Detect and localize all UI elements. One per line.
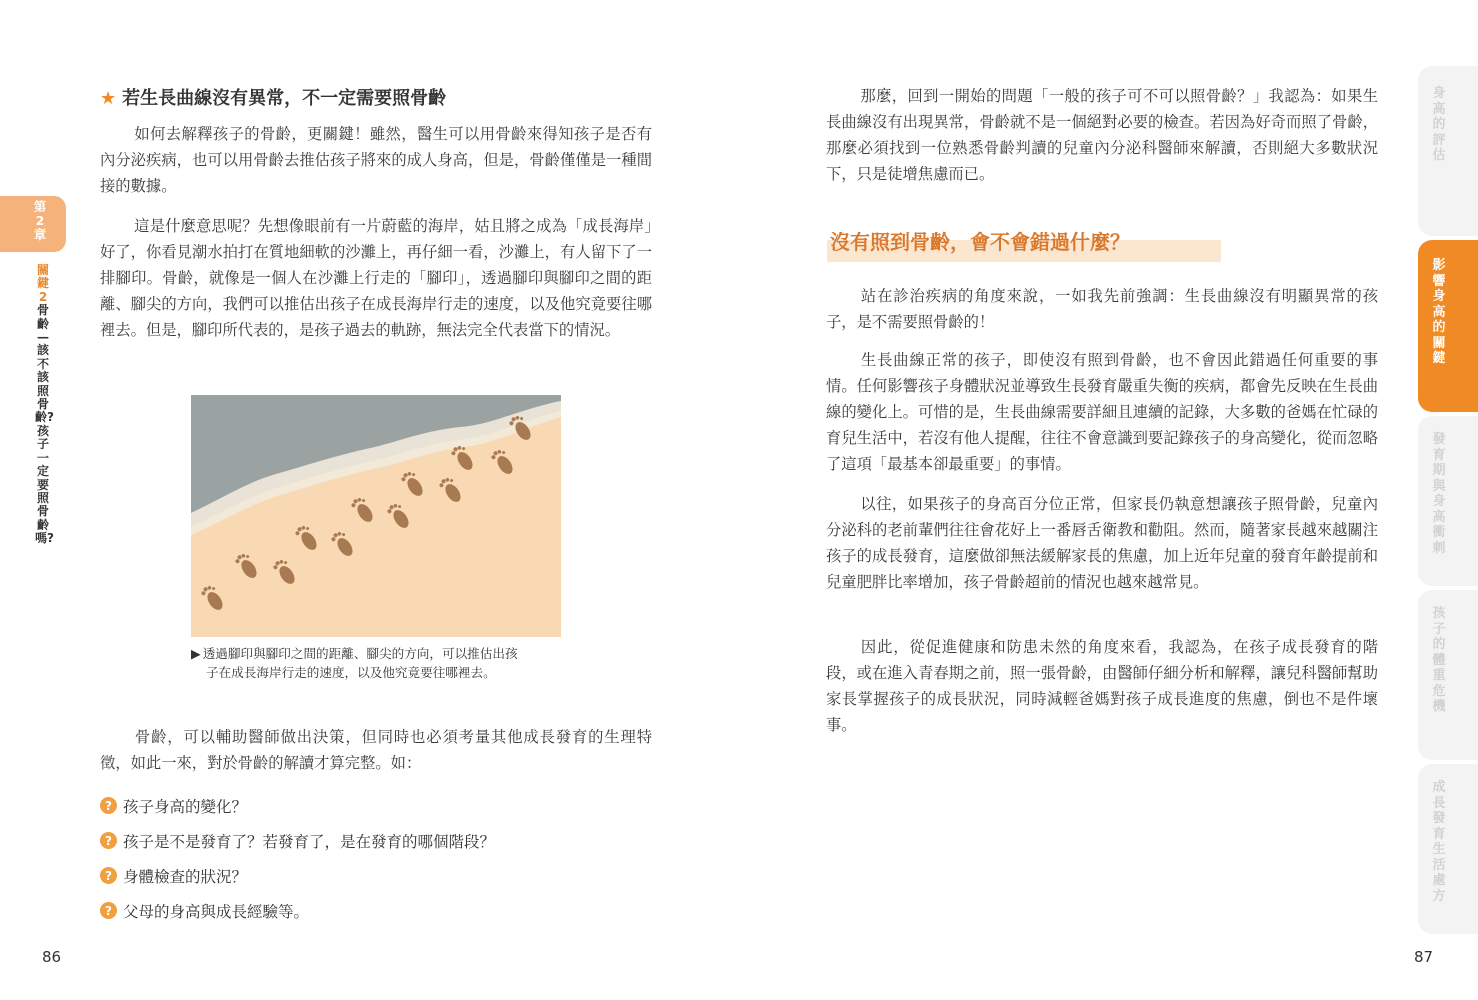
caption-line-1: 透過腳印與腳印之間的距離、腳尖的方向，可以推估出孩 <box>202 646 518 661</box>
tab-lifestyle-prescription[interactable] <box>1418 764 1478 934</box>
caption-line-2: 子在成長海岸行走的速度，以及他究竟要往哪裡去。 <box>206 665 496 680</box>
tab-weight-crisis-label: 孩子的體重危機 <box>1432 606 1446 714</box>
question-icon: ? <box>100 832 117 849</box>
right-paragraph-3 <box>826 347 1378 477</box>
left-paragraph-3-text: 骨齡，可以輔助醫師做出決策，但同時也必須考量其他成長發育的生理特徵，如此一來，對於骨齡的解讀才算完整。如： <box>100 728 652 772</box>
left-paragraph-1-text: 如何去解釋孩子的骨齡，更關鍵！雖然，醫生可以用骨齡來得知孩子是否有內分泌疾病，也可以用骨齡去推估孩子將來的成人身高，但是，骨齡僅僅是一種間接的數據。 <box>100 125 652 195</box>
star-icon: ★ <box>100 88 117 109</box>
tab-puberty-growth[interactable] <box>1418 416 1478 586</box>
right-paragraph-5-text: 因此，從促進健康和防患未然的角度來看，我認為，在孩子成長發育的階段，或在進入青春期之前，照一張骨齡，由醫師仔細分析和解釋，讓兒科醫師幫助家長掌握孩子的成長狀況，同時減輕爸媽對孩子成長進度的焦慮，倒也不是件壞事。 <box>826 638 1378 734</box>
question-icon: ? <box>100 797 117 814</box>
right-paragraph-1 <box>826 83 1378 187</box>
question-icon: ? <box>100 867 117 884</box>
tab-height-assessment-label: 身高的評估 <box>1432 86 1446 163</box>
tab-height-factors[interactable] <box>1418 240 1478 412</box>
right-paragraph-2-text: 站在診治疾病的角度來說，一如我先前強調：生長曲線沒有明顯異常的孩子，是不需要照骨齡的！ <box>826 287 1378 331</box>
right-paragraph-3-text: 生長曲線正常的孩子，即使沒有照到骨齡，也不會因此錯過任何重要的事情。任何影響孩子身體狀況並導致生長發育嚴重失衡的疾病，都會先反映在生長曲線的變化上。可惜的是，生長曲線需要詳細且連續的記錄，大多數的爸媽在忙碌的育兒生活中，若沒有他人提醒，往往不會意識到要記錄孩子的身高變化，從而忽略了這項「最基本卻最重要」的事情。 <box>826 351 1378 473</box>
chapter-tab-label: 第2章 <box>33 199 47 242</box>
section-heading: 沒有照到骨齡，會不會錯過什麼？ <box>830 230 1130 254</box>
list-item-text: 孩子身高的變化？ <box>123 797 248 816</box>
page-number-right: 87 <box>1414 948 1434 966</box>
list-item-text: 父母的身高與成長經驗等。 <box>123 902 310 921</box>
right-paragraph-1-text: 那麼，回到一開始的問題「一般的孩子可不可以照骨齡？」我認為：如果生長曲線沒有出現異常，骨齡就不是一個絕對必要的檢查。若因為好奇而照了骨齡，那麼必須找到一位熟悉骨齡判讀的兒童內分泌科醫師來解讀，否則絕大多數狀況下，只是徒增焦慮而已。 <box>826 87 1378 183</box>
right-paragraph-4-text: 以往，如果孩子的身高百分位正常，但家長仍執意想讓孩子照骨齡，兒童內分泌科的老前輩們往往會花好上一番唇舌衛教和勸阻。然而，隨著家長越來越關注孩子的成長發育，這麼做卻無法緩解家長的焦慮，加上近年兒童的發育年齡提前和兒童肥胖比率增加，孩子骨齡超前的情況也越來越常見。 <box>826 495 1378 591</box>
list-item-text: 身體檢查的狀況？ <box>123 867 248 886</box>
tab-height-assessment[interactable] <box>1418 66 1478 236</box>
tab-weight-crisis[interactable] <box>1418 590 1478 760</box>
running-title-key: 關鍵2 <box>36 263 49 304</box>
running-title-text: 骨齡—該不該照骨齡?孩子一定要照骨齡嗎? <box>35 303 54 546</box>
tab-height-factors-label: 影響身高的關鍵 <box>1432 258 1446 366</box>
question-icon: ? <box>100 902 117 919</box>
list-item-text: 孩子是不是發育了？若發育了，是在發育的哪個階段？ <box>123 832 496 851</box>
star-heading-text: 若生長曲線沒有異常，不一定需要照骨齡 <box>122 88 447 109</box>
left-paragraph-2-text: 這是什麼意思呢？先想像眼前有一片蔚藍的海岸，姑且將之成為「成長海岸」好了，你看見潮水拍打在質地細軟的沙灘上，再仔細一看，沙灘上，有人留下了一排腳印。骨齡，就像是一個人在沙灘上行走的「腳印」，透過腳印與腳印之間的距離、腳尖的方向，我們可以推估出孩子在成長海岸行走的速度，以及他究竟要往哪裡去。但是，腳印所代表的，是孩子過去的軌跡，無法完全代表當下的情況。 <box>100 217 652 339</box>
right-paragraph-5 <box>826 634 1378 738</box>
right-paragraph-2 <box>826 283 1378 335</box>
triangle-icon: ▶ <box>191 646 201 661</box>
tab-puberty-growth-label: 發育期與身高衝刺 <box>1432 432 1446 556</box>
page-number-left: 86 <box>42 948 62 966</box>
right-paragraph-4 <box>826 491 1378 595</box>
tab-lifestyle-prescription-label: 成長發育生活處方 <box>1432 780 1446 904</box>
